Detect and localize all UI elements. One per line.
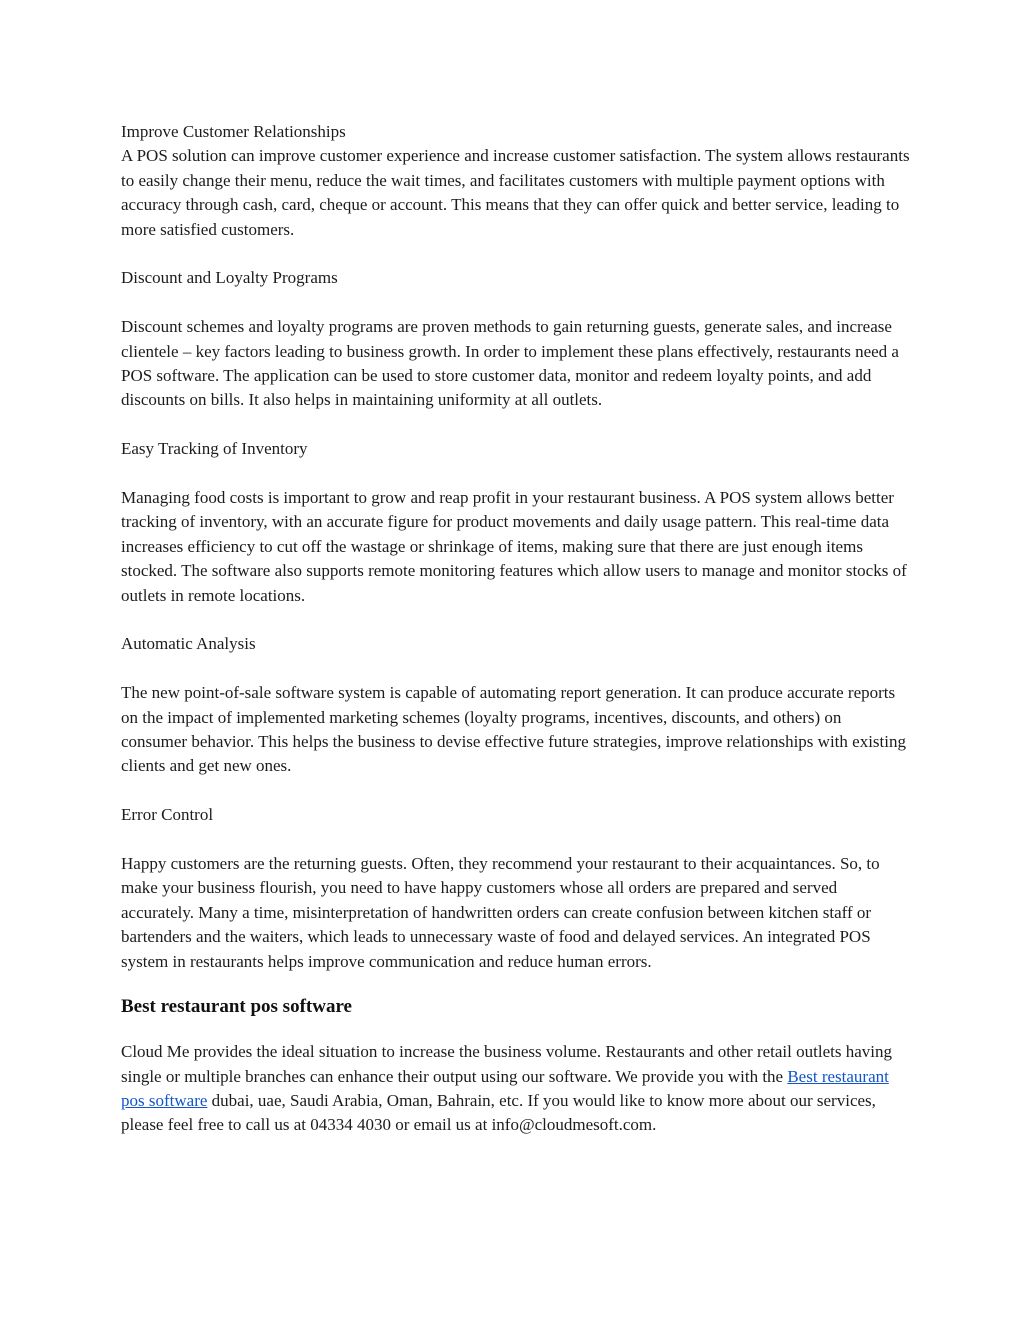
section-title: Improve Customer Relationships xyxy=(121,122,346,141)
section-body: Happy customers are the returning guests. Often, they recommend your restaurant to their acquaintances. So, to make your business flourish, you need to have happy customers whose all orders are prepared and served accurately. Many a time, misinterpretation of handwritten orders can create confusion between kitchen staff or bartenders and the waiters, which leads to unnecessary waste of food and delayed services. An integrated POS system in restaurants helps improve communication and reduce human errors. xyxy=(121,854,880,971)
section-analysis-title-block xyxy=(121,632,911,656)
section-title: Discount and Loyalty Programs xyxy=(121,268,338,288)
section-improve-customer-relationships xyxy=(121,120,911,242)
section-error-control-title-block xyxy=(121,803,911,827)
closing-paragraph-end: dubai, uae, Saudi Arabia, Oman, Bahrain, etc. If you would like to know more about our services, please feel free to call us at 04334 4030 or email us at info@cloudmesoft.com. xyxy=(121,1090,876,1135)
section-body: Managing food costs is important to grow and reap profit in your restaurant business. A POS system allows better tracking of inventory, with an accurate figure for product movements and daily usage pattern. This real-time data increases efficiency to cut off the wastage or shrinkage of items, making sure that there are just enough items stocked. The software also supports remote monitoring features which allow users to manage and monitor stocks of outlets in remote locations. xyxy=(121,488,907,605)
best-pos-heading: Best restaurant pos software xyxy=(121,996,352,1018)
section-inventory-title-block xyxy=(121,437,911,461)
section-body: A POS solution can improve customer experience and increase customer satisfaction. The system allows restaurants to easily change their menu, reduce the wait times, and facilitates customers with multiple payment options with accuracy through cash, card, cheque or account. This means that they can offer quick and better service, leading to more satisfied customers. xyxy=(121,146,910,239)
closing-paragraph xyxy=(121,1040,911,1138)
section-title: Easy Tracking of Inventory xyxy=(121,439,308,459)
section-error-control-body-block xyxy=(121,852,911,974)
document-page xyxy=(121,120,911,1138)
closing-paragraph-start: Cloud Me provides the ideal situation to increase the business volume. Restaurants and other retail outlets having single or multiple branches can enhance their output using our software. We provide you with the xyxy=(121,1042,892,1086)
section-body: The new point-of-sale software system is capable of automating report generation. It can produce accurate reports on the impact of implemented marketing schemes (loyalty programs, incentives, discounts, and others) on consumer behavior. This helps the business to devise effective future strategies, improve relationships with existing clients and get new ones. xyxy=(121,683,906,776)
section-analysis-body-block xyxy=(121,681,911,779)
section-discount-loyalty-body-block xyxy=(121,315,911,413)
section-title: Error Control xyxy=(121,805,214,825)
best-pos-software-link[interactable]: Best restaurant pos software xyxy=(121,1066,889,1110)
section-title: Automatic Analysis xyxy=(121,634,256,654)
section-discount-loyalty-title-block xyxy=(121,266,911,290)
section-inventory-body-block xyxy=(121,486,911,608)
section-body: Discount schemes and loyalty programs are proven methods to gain returning guests, generate sales, and increase clientele – key factors leading to business growth. In order to implement these plans effectively, restaurants need a POS software. The application can be used to store customer data, monitor and redeem loyalty points, and add discounts on bills. It also helps in maintaining uniformity at all outlets. xyxy=(121,317,899,410)
